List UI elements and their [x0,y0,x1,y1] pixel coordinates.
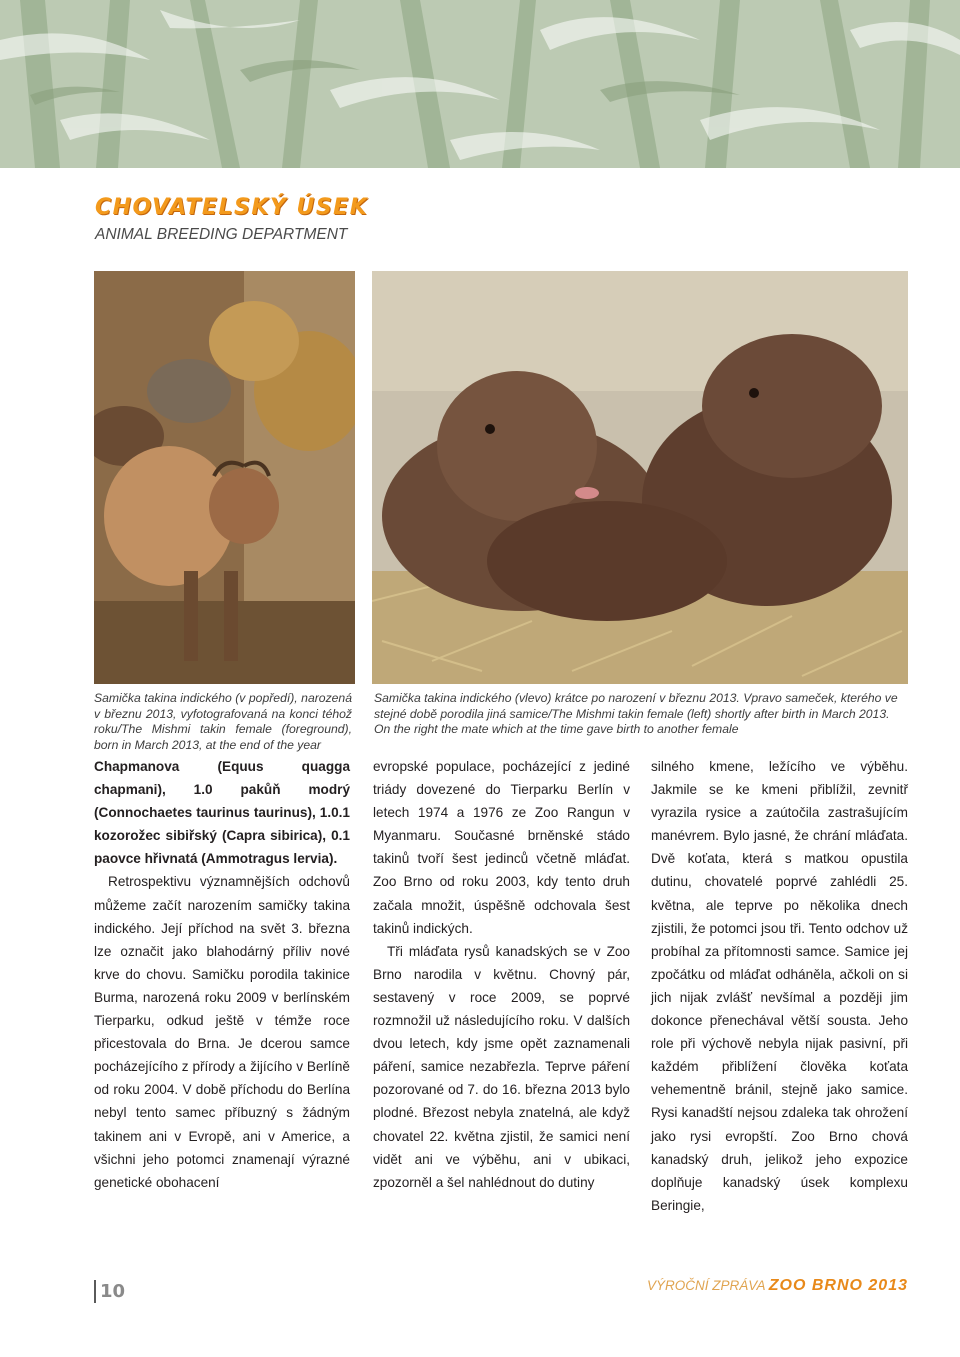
text-column-1 [94,755,350,1194]
footer-report-org: ZOO BRNO 2013 [768,1277,908,1294]
footer-divider [94,1280,96,1303]
text-column-3 [651,755,908,1217]
column-paragraph: Tři mláďata rysů kanadských se v Zoo Brno narodila v květnu. Chovný pár, sestavený v roce 2009, se poprvé rozmnožil už následujícího roku. V dalších dvou letech, kdy jsme opět zaznamenali páření, samice nezabřezla. Teprve páření pozorované od 7. do 16. března 2013 bylo plodné. Březost nebyla znatelná, ale když chovatel 22. května zjistil, že samici není vidět ani ve výběhu, ani v ubikaci, zpozorněl a šel nahlédnout do dutiny [373,943,630,1190]
photo-caption-left: Samička takina indického (v popředí), narozená v březnu 2013, vyfotografovaná na konci téhož roku/The Mishmi takin female (foreground), born in March 2013, at the end of the year [94,691,352,752]
column-lead-paragraph: Chapmanova (Equus quagga chapmani), 1.0 pakůň modrý (Connochaetes taurinus taurinus), 1.0.1 kozorožec sibiřský (Capra sibirica), 0.1 paovce hřivnatá (Ammotragus lervia). [94,759,350,867]
column-paragraph: evropské populace, pocházející z jediné triády dovezené do Tierparku Berlín v letech 1974 a 1976 ze Zoo Rangun v Myanmaru. Současné brněnské stádo takinů tvoří šest jedinců včetně mláďat. Zoo Brno od roku 2003, kdy tento druh začala množit, úspěšně odchovala šest takinů indických. [373,759,630,936]
footer-report-title [647,1277,908,1295]
page-number: 10 [100,1281,126,1302]
section-heading [95,195,368,244]
text-column-2 [373,755,630,1194]
column-paragraph: Retrospektivu významnějších odchovů můžeme začít narozením samičky takina indického. Její příchod na svět 3. března lze označit jako blahodárný příliv nové krve do chovu. Samičku porodila takinice Burma, narozená roku 2009 v berlínském Tierparku, odkud ještě v témže roce přicestovala do Brna. Je dcerou samce pocházejícího z přírody a žijícího v Berlíně od roku 2004. V době příchodu do Berlína nebyl tento samec příbuzný s žádným takinem ani v Evropě, ani v Americe, a všichni jeho potomci znamenají výrazné genetické obohacení [94,874,350,1190]
bamboo-leaves-pattern [0,0,960,168]
section-title-en: ANIMAL BREEDING DEPARTMENT [95,226,348,243]
column-paragraph: silného kmene, ležícího ve výběhu. Jakmile se ke kmeni přiblížil, zevnitř vyrazila rysice a zaútočila zastrašujícím manévrem. Bylo jasné, že chrání mláďata. Dvě koťata, která s matkou opustila dutinu, chovatelé poprvé zahlédli 25. května, ale teprve po několika dnech zjistili, že potomci jsou tři. Tento odchov už probíhal za přítomnosti samce. Samice jej zpočátku od mláďat odháněla, ačkoli on si jich nijak zvlášť nevšímal a později jim dokonce přenechával větší sousta. Jeho role při výchově nebyla nijak pasivní, při každém přiblížení člověka koťata vehementně bránil, stejně jako samice. Rysi kanadští nejsou zdaleka tak ohrožení jako rysi evropští. Zoo Brno chová kanadský druh, jelikož jeho expozice doplňuje kanadský úsek komplexu Beringie, [651,759,908,1213]
section-title-cz: CHOVATELSKÝ ÚSEK [95,195,369,220]
photo-takin-family [94,271,355,684]
decorative-bamboo-banner [0,0,960,168]
footer-report-label: VÝROČNÍ ZPRÁVA [646,1278,765,1293]
photo-caption-right: Samička takina indického (vlevo) krátce po narození v březnu 2013. Vpravo sameček, kterého ve stejné době porodila jiná samice/The Mishmi takin female (left) shortly after birth in March 2013. On the right the mate which at the time gave birth to another female [374,691,898,736]
photo-takin-calves [372,271,908,684]
